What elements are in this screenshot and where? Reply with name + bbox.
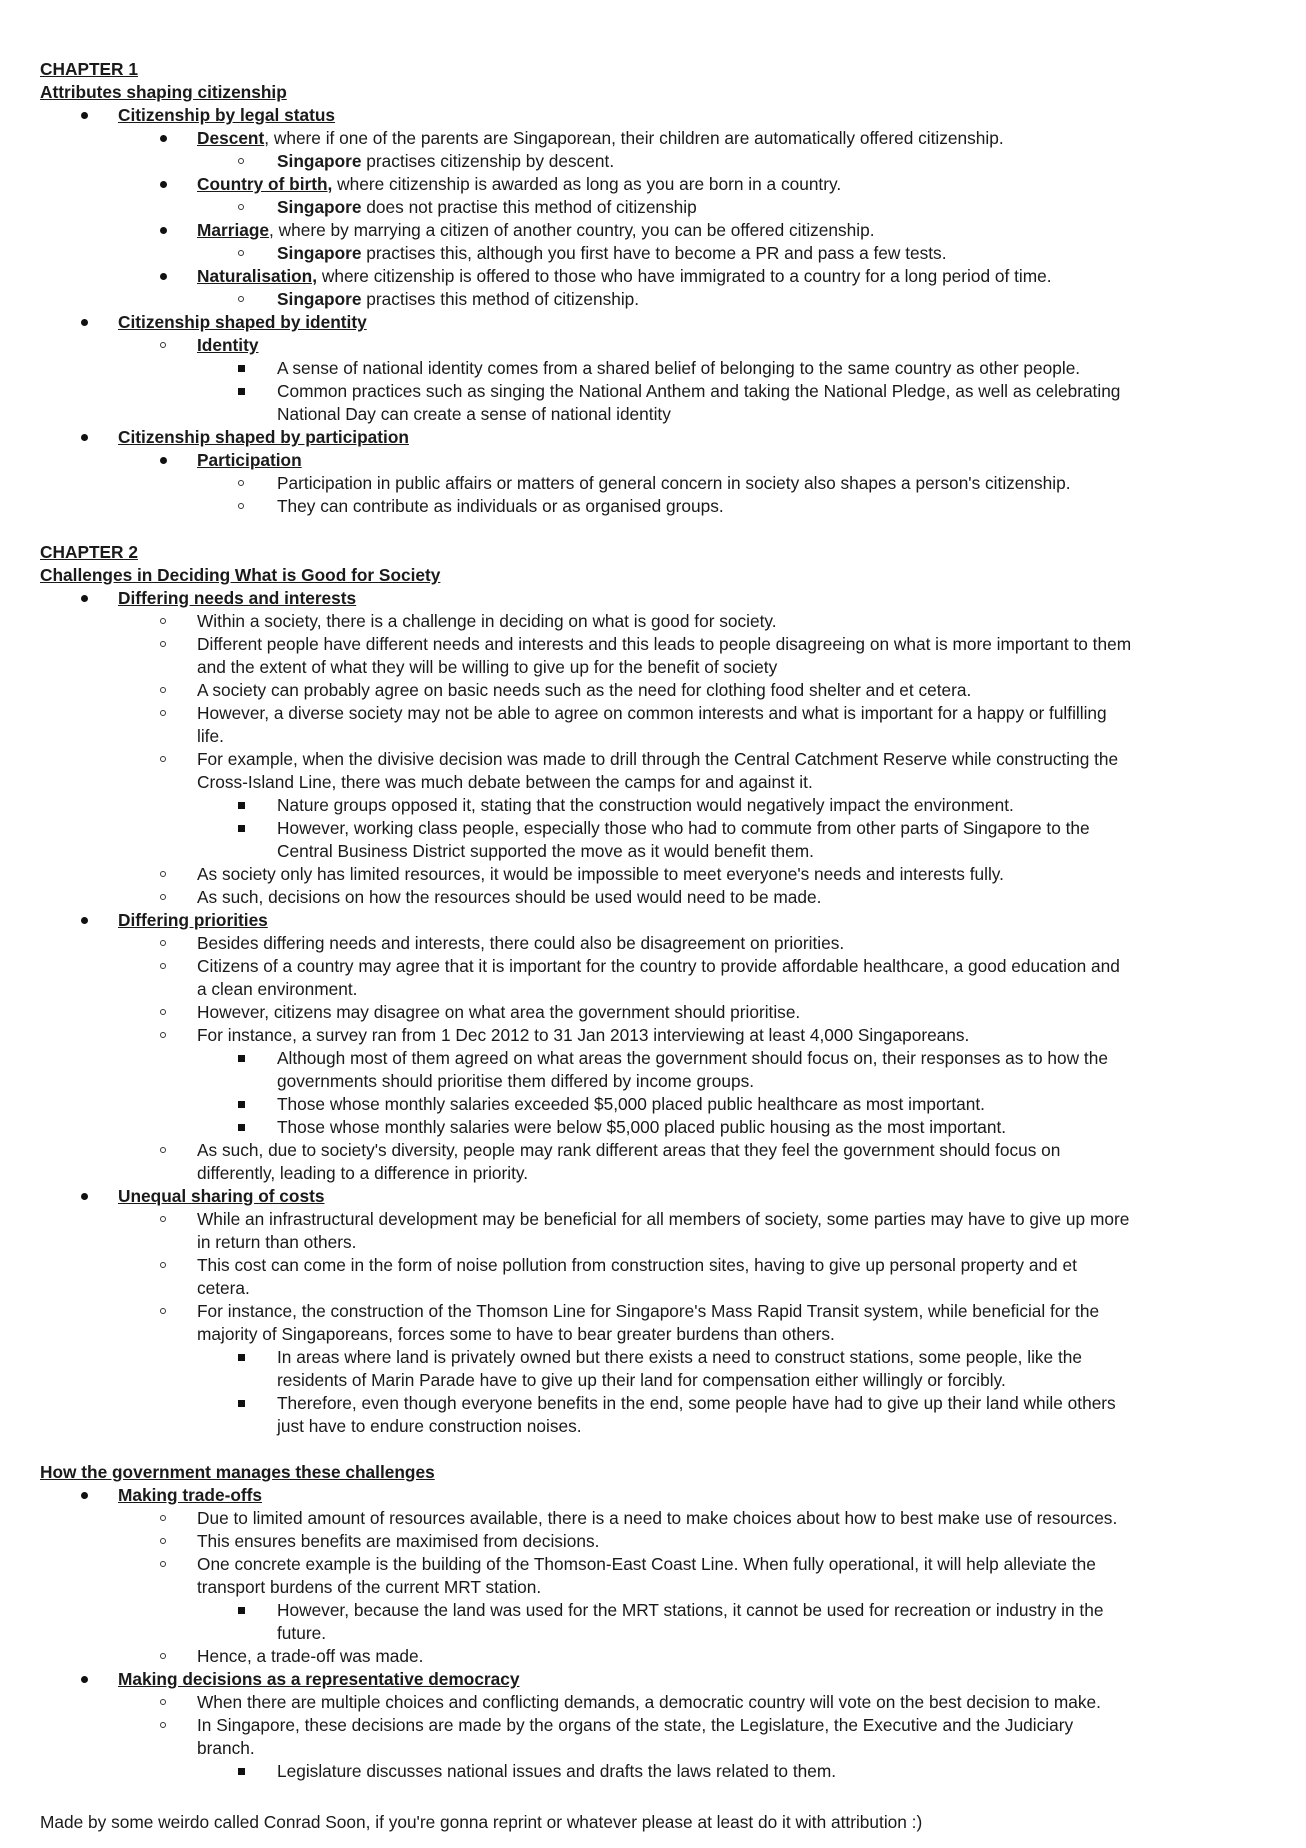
bullet-icon bbox=[81, 917, 88, 924]
circle-bullet-icon bbox=[160, 342, 166, 348]
chapter1-title: Attributes shaping citizenship bbox=[40, 82, 287, 102]
tradeoffs-point-cont: transport burdens of the current MRT station. bbox=[197, 1577, 542, 1597]
needs-heading: Differing needs and interests bbox=[118, 588, 357, 608]
square-bullet-icon bbox=[238, 825, 245, 832]
chapter2-label: CHAPTER 2 bbox=[40, 542, 138, 562]
bullet-icon bbox=[81, 319, 88, 326]
descent-sub-text: practises citizenship by descent. bbox=[361, 151, 615, 171]
square-bullet-icon bbox=[238, 1768, 245, 1775]
needs-point: As society only has limited resources, it would be impossible to meet everyone's needs and interests fully. bbox=[197, 864, 1004, 884]
circle-bullet-icon bbox=[160, 1515, 166, 1521]
tradeoffs-point: Hence, a trade-off was made. bbox=[197, 1646, 424, 1666]
circle-bullet-icon bbox=[160, 894, 166, 900]
needs-point-cont: Cross-Island Line, there was much debate between the camps for and against it. bbox=[197, 772, 813, 792]
square-bullet-icon bbox=[238, 1354, 245, 1361]
bullet-icon bbox=[81, 434, 88, 441]
needs-point: For example, when the divisive decision was made to drill through the Central Catchment Reserve while constructing the bbox=[197, 749, 1119, 769]
bullet-icon bbox=[81, 1193, 88, 1200]
marriage-term: Marriage bbox=[197, 220, 270, 240]
bullet-icon bbox=[160, 273, 167, 280]
descent-text: , where if one of the parents are Singaporean, their children are automatically offered citizenship. bbox=[264, 128, 1004, 148]
chapter1-label: CHAPTER 1 bbox=[40, 59, 138, 79]
tradeoffs-subpoint: However, because the land was used for the MRT stations, it cannot be used for recreation or industry in the bbox=[277, 1600, 1104, 1620]
needs-point: A society can probably agree on basic needs such as the need for clothing food shelter and et cetera. bbox=[197, 680, 972, 700]
circle-bullet-icon bbox=[160, 1653, 166, 1659]
costs-point: While an infrastructural development may be beneficial for all members of society, some parties may have to give up more bbox=[197, 1209, 1130, 1229]
circle-bullet-icon bbox=[160, 1538, 166, 1544]
priorities-point-cont: a clean environment. bbox=[197, 979, 358, 999]
needs-point-cont: and the extent of what they will be willing to give up for the benefit of society bbox=[197, 657, 778, 677]
identity-point: Common practices such as singing the National Anthem and taking the National Pledge, as well as celebrating bbox=[277, 381, 1121, 401]
needs-point: Within a society, there is a challenge in deciding on what is good for society. bbox=[197, 611, 777, 631]
costs-subpoint: Therefore, even though everyone benefits in the end, some people have had to give up their land while others bbox=[277, 1393, 1116, 1413]
cob-text: where citizenship is awarded as long as you are born in a country. bbox=[332, 174, 842, 194]
square-bullet-icon bbox=[238, 802, 245, 809]
marriage-sub-text: practises this, although you first have to become a PR and pass a few tests. bbox=[361, 243, 947, 263]
participation-subheading: Participation bbox=[197, 450, 302, 470]
circle-bullet-icon bbox=[238, 503, 244, 509]
country-name: Singapore bbox=[277, 197, 362, 217]
circle-bullet-icon bbox=[238, 204, 244, 210]
needs-subpoint: Nature groups opposed it, stating that the construction would negatively impact the environment. bbox=[277, 795, 1014, 815]
costs-point-cont: majority of Singaporeans, forces some to have to bear greater burdens than others. bbox=[197, 1324, 835, 1344]
tradeoffs-point: Due to limited amount of resources available, there is a need to make choices about how to best make use of resources. bbox=[197, 1508, 1118, 1528]
costs-point-cont: in return than others. bbox=[197, 1232, 357, 1252]
bullet-icon bbox=[160, 181, 167, 188]
circle-bullet-icon bbox=[160, 1009, 166, 1015]
democracy-point: In Singapore, these decisions are made by the organs of the state, the Legislature, the Executive and the Judiciary bbox=[197, 1715, 1074, 1735]
tradeoffs-point: One concrete example is the building of the Thomson-East Coast Line. When fully operational, it will help alleviate the bbox=[197, 1554, 1096, 1574]
priorities-point: For instance, a survey ran from 1 Dec 2012 to 31 Jan 2013 interviewing at least 4,000 Singaporeans. bbox=[197, 1025, 970, 1045]
circle-bullet-icon bbox=[160, 1699, 166, 1705]
country-of-birth-item bbox=[197, 173, 841, 196]
democracy-point: When there are multiple choices and conflicting demands, a democratic country will vote on the best decision to make. bbox=[197, 1692, 1101, 1712]
priorities-subpoint: Although most of them agreed on what areas the government should focus on, their responses as to how the bbox=[277, 1048, 1108, 1068]
descent-subitem bbox=[277, 150, 614, 173]
marriage-item bbox=[197, 219, 875, 242]
naturalisation-item bbox=[197, 265, 1052, 288]
circle-bullet-icon bbox=[160, 1308, 166, 1314]
identity-point: A sense of national identity comes from a shared belief of belonging to the same country as other people. bbox=[277, 358, 1081, 378]
bullet-icon bbox=[160, 227, 167, 234]
chapter2-title: Challenges in Deciding What is Good for Society bbox=[40, 565, 441, 585]
participation-heading: Citizenship shaped by participation bbox=[118, 427, 409, 447]
nat-subitem bbox=[277, 288, 639, 311]
square-bullet-icon bbox=[238, 1607, 245, 1614]
cob-term: Country of birth, bbox=[197, 174, 333, 194]
identity-point-cont: National Day can create a sense of national identity bbox=[277, 404, 671, 424]
management-title: How the government manages these challenges bbox=[40, 1462, 435, 1482]
priorities-point-cont: differently, leading to a difference in priority. bbox=[197, 1163, 529, 1183]
needs-point: However, a diverse society may not be able to agree on common interests and what is important for a happy or fulfilling bbox=[197, 703, 1107, 723]
circle-bullet-icon bbox=[238, 296, 244, 302]
descent-term: Descent bbox=[197, 128, 265, 148]
circle-bullet-icon bbox=[238, 480, 244, 486]
descent-item bbox=[197, 127, 1004, 150]
square-bullet-icon bbox=[238, 388, 245, 395]
country-name: Singapore bbox=[277, 289, 362, 309]
circle-bullet-icon bbox=[160, 940, 166, 946]
footer-credit: Made by some weirdo called Conrad Soon, if you're gonna reprint or whatever please at least do it with attribution :) bbox=[40, 1812, 923, 1832]
priorities-point: Citizens of a country may agree that it is important for the country to provide affordable healthcare, a good education and bbox=[197, 956, 1120, 976]
bullet-icon bbox=[81, 1492, 88, 1499]
circle-bullet-icon bbox=[160, 641, 166, 647]
costs-subpoint-cont: residents of Marin Parade have to give up their land for compensation either willingly or forcibly. bbox=[277, 1370, 1006, 1390]
circle-bullet-icon bbox=[160, 1032, 166, 1038]
circle-bullet-icon bbox=[160, 1216, 166, 1222]
square-bullet-icon bbox=[238, 365, 245, 372]
nat-sub-text: practises this method of citizenship. bbox=[361, 289, 640, 309]
needs-point-cont: life. bbox=[197, 726, 224, 746]
tradeoffs-heading: Making trade-offs bbox=[118, 1485, 263, 1505]
needs-point: Different people have different needs and interests and this leads to people disagreeing on what is more important to them bbox=[197, 634, 1132, 654]
legal-status-heading: Citizenship by legal status bbox=[118, 105, 336, 125]
circle-bullet-icon bbox=[160, 618, 166, 624]
circle-bullet-icon bbox=[160, 963, 166, 969]
bullet-icon bbox=[81, 112, 88, 119]
circle-bullet-icon bbox=[238, 250, 244, 256]
identity-subheading: Identity bbox=[197, 335, 259, 355]
priorities-heading: Differing priorities bbox=[118, 910, 268, 930]
needs-subpoint: However, working class people, especially those who had to commute from other parts of Singapore to the bbox=[277, 818, 1090, 838]
bullet-icon bbox=[81, 595, 88, 602]
participation-point: Participation in public affairs or matters of general concern in society also shapes a person's citizenship. bbox=[277, 473, 1071, 493]
tradeoffs-subpoint-cont: future. bbox=[277, 1623, 326, 1643]
cob-sub-text: does not practise this method of citizenship bbox=[361, 197, 697, 217]
costs-point: This cost can come in the form of noise pollution from construction sites, having to give up personal property and et bbox=[197, 1255, 1077, 1275]
circle-bullet-icon bbox=[160, 1147, 166, 1153]
needs-subpoint-cont: Central Business District supported the move as it would benefit them. bbox=[277, 841, 814, 861]
costs-heading: Unequal sharing of costs bbox=[118, 1186, 325, 1206]
circle-bullet-icon bbox=[160, 1561, 166, 1567]
square-bullet-icon bbox=[238, 1101, 245, 1108]
square-bullet-icon bbox=[238, 1400, 245, 1407]
needs-point: As such, decisions on how the resources should be used would need to be made. bbox=[197, 887, 822, 907]
circle-bullet-icon bbox=[160, 687, 166, 693]
costs-subpoint-cont: just have to endure construction noises. bbox=[277, 1416, 582, 1436]
square-bullet-icon bbox=[238, 1055, 245, 1062]
country-name: Singapore bbox=[277, 151, 362, 171]
marriage-subitem bbox=[277, 242, 947, 265]
priorities-point: Besides differing needs and interests, there could also be disagreement on priorities. bbox=[197, 933, 845, 953]
nat-term: Naturalisation, bbox=[197, 266, 318, 286]
square-bullet-icon bbox=[238, 1124, 245, 1131]
circle-bullet-icon bbox=[160, 756, 166, 762]
circle-bullet-icon bbox=[160, 1722, 166, 1728]
marriage-text: , where by marrying a citizen of another country, you can be offered citizenship. bbox=[269, 220, 875, 240]
circle-bullet-icon bbox=[160, 871, 166, 877]
costs-point: For instance, the construction of the Thomson Line for Singapore's Mass Rapid Transit system, while beneficial for the bbox=[197, 1301, 1100, 1321]
country-name: Singapore bbox=[277, 243, 362, 263]
costs-subpoint: In areas where land is privately owned but there exists a need to construct stations, some people, like the bbox=[277, 1347, 1082, 1367]
priorities-point: However, citizens may disagree on what area the government should prioritise. bbox=[197, 1002, 801, 1022]
tradeoffs-point: This ensures benefits are maximised from decisions. bbox=[197, 1531, 600, 1551]
priorities-subpoint: Those whose monthly salaries exceeded $5,000 placed public healthcare as most important. bbox=[277, 1094, 985, 1114]
bullet-icon bbox=[81, 1676, 88, 1683]
circle-bullet-icon bbox=[160, 1262, 166, 1268]
priorities-subpoint-cont: governments should prioritise them differed by income groups. bbox=[277, 1071, 755, 1091]
bullet-icon bbox=[160, 135, 167, 142]
democracy-heading: Making decisions as a representative democracy bbox=[118, 1669, 520, 1689]
circle-bullet-icon bbox=[238, 158, 244, 164]
identity-heading: Citizenship shaped by identity bbox=[118, 312, 367, 332]
bullet-icon bbox=[160, 457, 167, 464]
costs-point-cont: cetera. bbox=[197, 1278, 250, 1298]
priorities-point: As such, due to society's diversity, people may rank different areas that they feel the government should focus on bbox=[197, 1140, 1061, 1160]
cob-subitem bbox=[277, 196, 697, 219]
nat-text: where citizenship is offered to those who have immigrated to a country for a long period of time. bbox=[317, 266, 1052, 286]
participation-point: They can contribute as individuals or as organised groups. bbox=[277, 496, 724, 516]
priorities-subpoint: Those whose monthly salaries were below $5,000 placed public housing as the most important. bbox=[277, 1117, 1007, 1137]
circle-bullet-icon bbox=[160, 710, 166, 716]
democracy-subpoint: Legislature discusses national issues and drafts the laws related to them. bbox=[277, 1761, 837, 1781]
democracy-point-cont: branch. bbox=[197, 1738, 255, 1758]
